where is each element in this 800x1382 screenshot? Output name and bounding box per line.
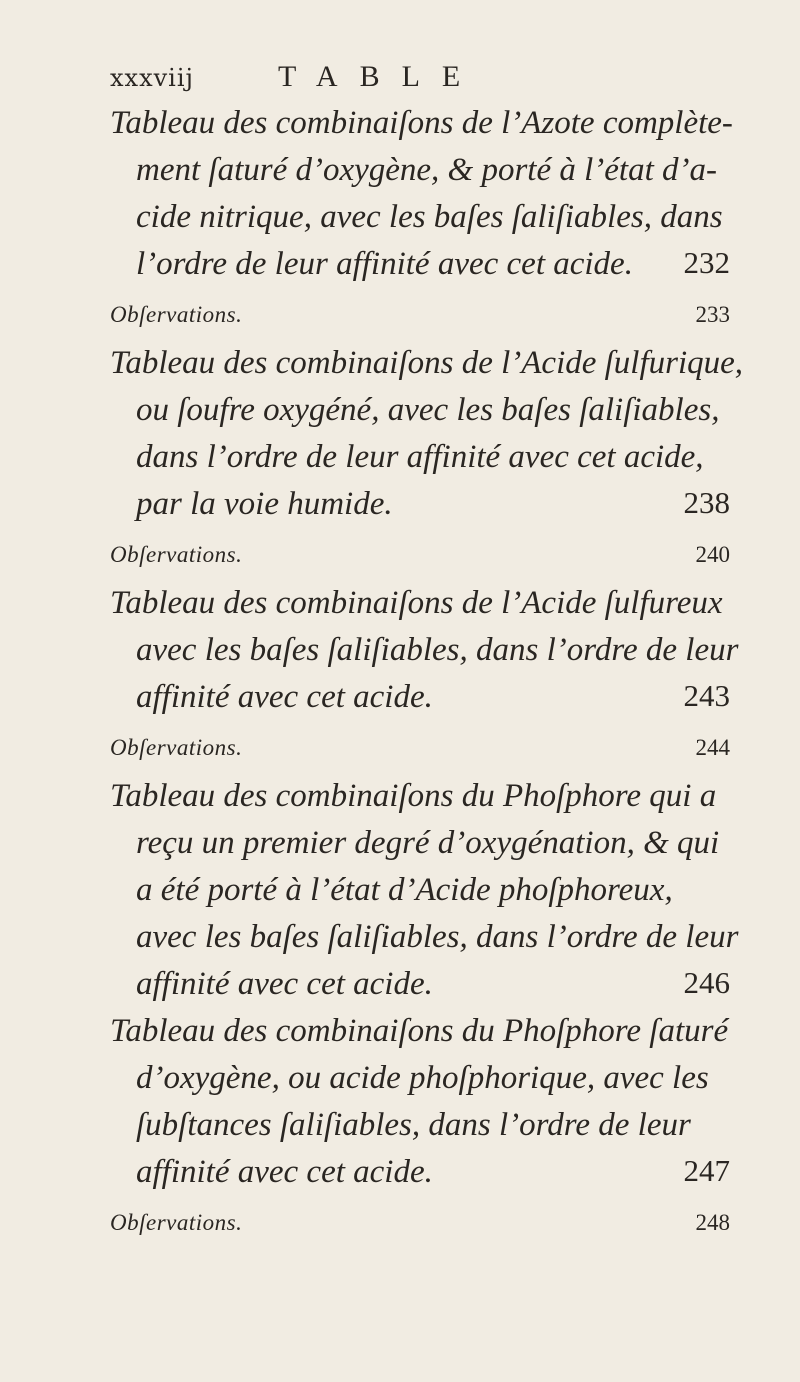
running-head: TABLE [278,60,483,93]
entry-line: affinité avec cet acide. [136,966,433,1002]
entry-line: ſubſtances ſaliſiables, dans l’ordre de leur [136,1107,691,1143]
page-header [110,60,710,100]
entry-page-number: 243 [683,678,730,713]
entry-line: affinité avec cet acide. [136,679,433,715]
toc-entry [110,1008,730,1196]
table-of-contents [110,100,744,1248]
entry-line: reçu un premier degré d’oxygénation, & qui [136,825,720,861]
entry-line: par la voie humide. [136,486,393,522]
entry-line: Tableau des combinaiſons du Phoſphore ſaturé [110,1013,729,1049]
entry-line: ment ſaturé d’oxygène, & porté à l’état d’a- [136,152,717,188]
entry-line: Tableau des combinaiſons de l’Acide ſulfureux [110,585,723,621]
observations-entry [110,725,730,771]
entry-line: avec les baſes ſaliſiables, dans l’ordre de leur [136,632,739,668]
entry-line: a été porté à l’état d’Acide phoſphoreux, [136,872,673,908]
entry-line: ou ſoufre oxygéné, avec les baſes ſaliſiables, [136,392,720,428]
entry-line: l’ordre de leur affinité avec cet acide. [136,246,633,282]
entry-line: Tableau des combinaiſons de l’Acide ſulfurique, [110,345,744,381]
observations-entry [110,532,730,578]
entry-line: Tableau des combinaiſons de l’Azote complète- [110,105,733,141]
entry-page-number: 246 [683,965,730,1000]
observations-page-number: 244 [695,735,730,760]
entry-line: avec les baſes ſaliſiables, dans l’ordre de leur [136,919,739,955]
entry-page-number: 238 [683,485,730,520]
observations-page-number: 233 [695,302,730,327]
observations-label: Obſervations. [110,735,243,760]
entry-page-number: 247 [683,1153,730,1188]
toc-entry [110,580,739,721]
toc-entry [110,340,744,528]
entry-line: affinité avec cet acide. [136,1154,433,1190]
observations-label: Obſervations. [110,542,243,567]
entry-line: dans l’ordre de leur affinité avec cet acide, [136,439,704,475]
observations-page-number: 248 [695,1210,730,1235]
entry-line: Tableau des combinaiſons du Phoſphore qui a [110,778,717,814]
observations-label: Obſervations. [110,1210,243,1235]
entry-line: cide nitrique, avec les baſes ſaliſiables, dans [136,199,723,235]
observations-entry [110,1200,730,1246]
observations-page-number: 240 [695,542,730,567]
page-number: xxxviij [110,64,194,92]
observations-entry [110,292,730,338]
entry-page-number: 232 [683,245,730,280]
entry-line: d’oxygène, ou acide phoſphorique, avec les [136,1060,709,1096]
observations-label: Obſervations. [110,302,243,327]
toc-entry [110,773,739,1008]
toc-entry [110,100,733,288]
